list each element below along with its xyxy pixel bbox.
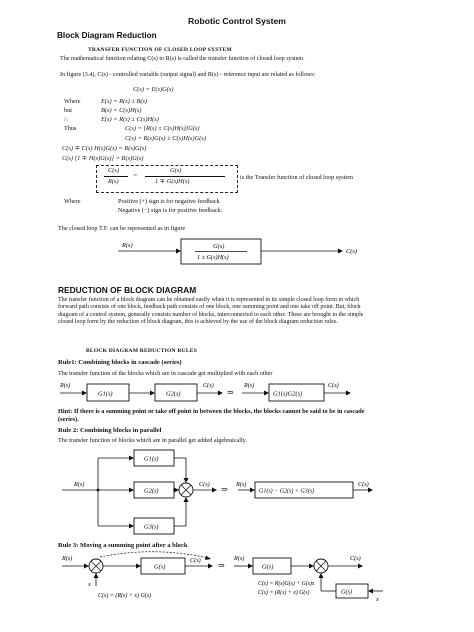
r1-arrow: ⇒ (227, 388, 234, 397)
r1-c-label: C(s) (203, 382, 214, 389)
r3-x2-label: x (376, 597, 379, 603)
r3-r-label: R(s) (62, 555, 73, 562)
r1-r2-label: R(s) (244, 382, 255, 389)
r3-ceq-label: C(s) = (R(s) + x) G(s) (98, 593, 152, 599)
rule3-title: Rule 3: Moving a summing point after a block (58, 542, 188, 549)
boxed-note: is the Transfer function of closed loop system (240, 174, 353, 181)
r2-g2-label: G2(s) (144, 487, 159, 495)
rules-heading: BLOCK DIAGRAM REDUCTION RULES (86, 348, 198, 354)
r3-arrow: ⇒ (218, 561, 225, 570)
tf-heading: TRANSFER FUNCTION OF CLOSED LOOP SYSTEM (88, 47, 232, 53)
reduction-paragraph: The transfer function of a block diagram can be obtained easily when it is represented in its simple closed loop form in which forward path consists of one block, feedback path consists of one block, one summing point and one take off point. But, block diagram of a control system, generally consists number of blocks, interconnected to each other. These are brought to the simple closed loop form by the reduction of block diagram, this is achieved by the use of the block diagram reduction rules. (58, 297, 364, 325)
r3-eqa-label: C(s) = R(s)G(s) + G(s)x (258, 581, 315, 587)
r2-sum-label: G1(s) − G2(s) + G3(s) (259, 488, 315, 495)
eq-4: E(s) = R(s) ± C(s)H(s) (101, 116, 159, 123)
r3-g-label: G(s) (154, 563, 166, 571)
r3-c-label: C(s) (190, 557, 201, 564)
r2-c2-label: C(s) (358, 481, 369, 488)
rule1-title: Rule1: Combining blocks in cascade (series) (58, 359, 182, 366)
page-title: Robotic Control System (188, 16, 286, 26)
boxed-lhs-num: C(s) (108, 167, 120, 174)
eq-1: C(s) = E(s)G(s) (133, 86, 174, 93)
where2-label: Where (64, 198, 81, 205)
where-label: Where (64, 98, 81, 105)
rule3-diagram (58, 550, 398, 610)
sign-negative: Negative (−) sign is for positive feedback. (118, 207, 223, 214)
boxed-lhs-bar (104, 176, 128, 177)
rule2-title: Rule 2: Combining blocks in parallel (58, 427, 162, 434)
thus-label: Thus (64, 125, 77, 132)
r2-g1-label: G1(s) (144, 455, 159, 463)
boxed-lhs-den: R(s) (108, 178, 119, 185)
eq-3: B(s) = C(s)H(s) (101, 107, 142, 114)
rule1-hint: Hint: If there is a summing point or take off point in between the blocks, the blocks cannot be said to be in cascade (series). (58, 408, 365, 423)
r3-r2-label: R(s) (234, 555, 245, 562)
boxed-rhs-num: G(s) (170, 167, 182, 174)
r3-eqb-label: C(s) = (R(s) + x) G(s) (258, 590, 310, 596)
closed-loop-diagram (100, 235, 400, 270)
sign-positive: Positive (+) sign is for negative feedback (118, 198, 220, 205)
r1-g2-label: G2(s) (166, 390, 181, 398)
cl-num: G(s) (213, 243, 225, 250)
r1-prod-label: G1(s)G2(s) (273, 390, 303, 398)
eq-6: C(s) = R(s)G(s) ± C(s)H(s)G(s) (125, 135, 206, 142)
boxed-rhs-den: 1 ∓ G(s)H(s) (155, 178, 190, 185)
r1-c2-label: C(s) (328, 382, 339, 389)
cl-input-label: R(s) (122, 242, 133, 249)
r1-g1-label: G1(s) (98, 390, 113, 398)
r3-g3-label: G(s) (341, 588, 352, 596)
tf-intro-1: The mathematical function relating C(s) to R(s) is called the transfer function of closed loop system. (60, 56, 305, 62)
cl-den: 1 ± G(s)H(s) (197, 254, 229, 261)
therefore-label: ∴ (64, 116, 68, 123)
rule2-desc: The transfer function of blocks which are in parallel get added algebraically. (58, 437, 247, 444)
r2-r-label: R(s) (74, 481, 85, 488)
eq-8: C(s) [1 ∓ H(s)G(s)] = R(s)G(s) (62, 155, 144, 162)
r2-c-label: C(s) (199, 481, 210, 488)
cl-output-label: C(s) (346, 248, 358, 255)
boxed-equals: = (133, 172, 138, 179)
r3-g2-label: G(s) (262, 563, 274, 571)
r3-c2-label: C(s) (350, 555, 361, 562)
closed-loop-caption: The closed loop T.F. can be represented as in figure (58, 225, 186, 232)
rule2-diagram (58, 446, 398, 541)
tf-intro-2: In figure (3.4), C(s) - controlled variable (output signal) and R(s) - reference input are related as follows: (60, 72, 316, 78)
section-title: Block Diagram Reduction (57, 31, 157, 40)
eq-2: E(s) = R(s) ± B(s) (101, 98, 148, 105)
r1-r-label: R(s) (60, 382, 71, 389)
eq-5: C(s) = [R(s) ± C(s)H(s)]G(s) (125, 125, 200, 132)
boxed-rhs-bar (145, 176, 225, 177)
r3-x-label: x (88, 582, 91, 588)
reduction-heading: REDUCTION OF BLOCK DIAGRAM (58, 285, 197, 295)
but-label: but (64, 107, 72, 114)
r2-arrow: ⇒ (221, 485, 228, 494)
eq-7: C(s) ∓ C(s) H(s)G(s) = R(s)G(s) (62, 145, 147, 152)
r2-g3-label: G3(s) (144, 523, 159, 531)
rule1-desc: The transfer function of the blocks which are in cascade get multiplied with each other (58, 370, 273, 377)
r2-r2-label: R(s) (236, 481, 247, 488)
rule1-diagram (58, 378, 398, 406)
